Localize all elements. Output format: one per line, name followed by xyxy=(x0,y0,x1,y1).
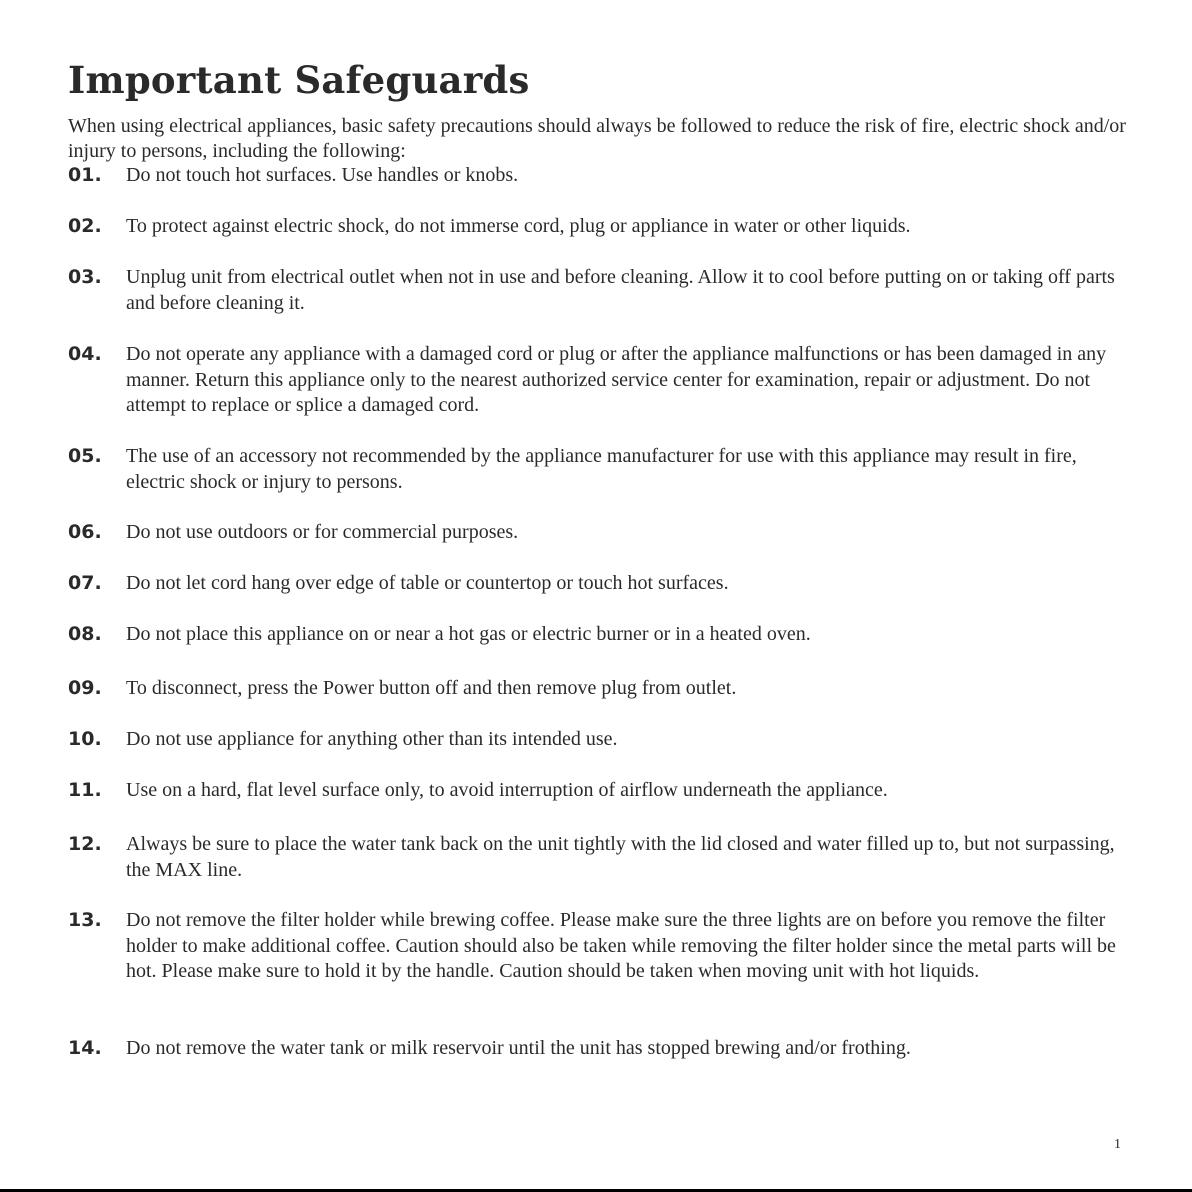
safeguard-item xyxy=(68,778,1138,804)
safeguard-item xyxy=(68,265,1138,316)
item-text: Unplug unit from electrical outlet when not in use and before cleaning. Allow it to cool before putting on or taking off parts and before cleaning it. xyxy=(126,266,1115,314)
item-text: The use of an accessory not recommended by the appliance manufacturer for use with this appliance may result in fire, electric shock or injury to persons. xyxy=(126,445,1077,493)
item-number: 09. xyxy=(68,677,102,699)
item-number: 12. xyxy=(68,833,102,855)
safeguard-item xyxy=(68,214,1138,240)
item-number: 03. xyxy=(68,266,102,288)
safeguard-item xyxy=(68,163,1138,189)
intro-paragraph: When using electrical appliances, basic safety precautions should always be followed to reduce the risk of fire, electric shock and/or injury to persons, including the following: xyxy=(68,115,1126,162)
item-text: To disconnect, press the Power button off and then remove plug from outlet. xyxy=(126,677,737,699)
page-number: 1 xyxy=(1114,1137,1121,1152)
safeguard-item xyxy=(68,832,1138,883)
safeguard-item xyxy=(68,908,1138,985)
safeguard-item xyxy=(68,520,1138,546)
item-number: 07. xyxy=(68,572,102,594)
item-number: 10. xyxy=(68,728,102,750)
safeguard-item xyxy=(68,1036,1138,1062)
item-number: 04. xyxy=(68,343,102,365)
safeguard-item xyxy=(68,571,1138,597)
item-text: Do not touch hot surfaces. Use handles or knobs. xyxy=(126,164,519,186)
safeguard-item xyxy=(68,676,1138,702)
item-number: 11. xyxy=(68,779,102,801)
item-number: 02. xyxy=(68,215,102,237)
safeguard-item xyxy=(68,444,1138,495)
item-text: To protect against electric shock, do not immerse cord, plug or appliance in water or other liquids. xyxy=(126,215,911,237)
item-text: Do not let cord hang over edge of table or countertop or touch hot surfaces. xyxy=(126,572,729,594)
item-number: 14. xyxy=(68,1037,102,1059)
item-number: 13. xyxy=(68,909,102,931)
safeguard-item xyxy=(68,342,1138,419)
item-number: 06. xyxy=(68,521,102,543)
item-text: Do not use outdoors or for commercial purposes. xyxy=(126,521,519,543)
item-text: Do not remove the filter holder while brewing coffee. Please make sure the three lights are on before you remove the filter holder to make additional coffee. Caution should also be taken while removing the filter holder since the metal parts will be hot. Please make sure to hold it by the handle. Caution should be taken when moving unit with hot liquids. xyxy=(126,909,1116,983)
item-text: Use on a hard, flat level surface only, to avoid interruption of airflow underneath the appliance. xyxy=(126,779,888,801)
safeguard-item xyxy=(68,622,1138,648)
item-text: Do not operate any appliance with a damaged cord or plug or after the appliance malfunctions or has been damaged in any manner. Return this appliance only to the nearest authorized service center for examination, repair or adjustment. Do not attempt to replace or splice a damaged cord. xyxy=(126,343,1107,417)
item-number: 08. xyxy=(68,623,102,645)
item-text: Do not place this appliance on or near a hot gas or electric burner or in a heated oven. xyxy=(126,623,811,645)
safeguard-item xyxy=(68,727,1138,753)
item-text: Do not remove the water tank or milk reservoir until the unit has stopped brewing and/or frothing. xyxy=(126,1037,911,1059)
page-title: Important Safeguards xyxy=(68,58,530,102)
item-number: 05. xyxy=(68,445,102,467)
item-text: Do not use appliance for anything other than its intended use. xyxy=(126,728,618,750)
item-number: 01. xyxy=(68,164,102,186)
item-text: Always be sure to place the water tank back on the unit tightly with the lid closed and water filled up to, but not surpassing, the MAX line. xyxy=(126,833,1115,881)
